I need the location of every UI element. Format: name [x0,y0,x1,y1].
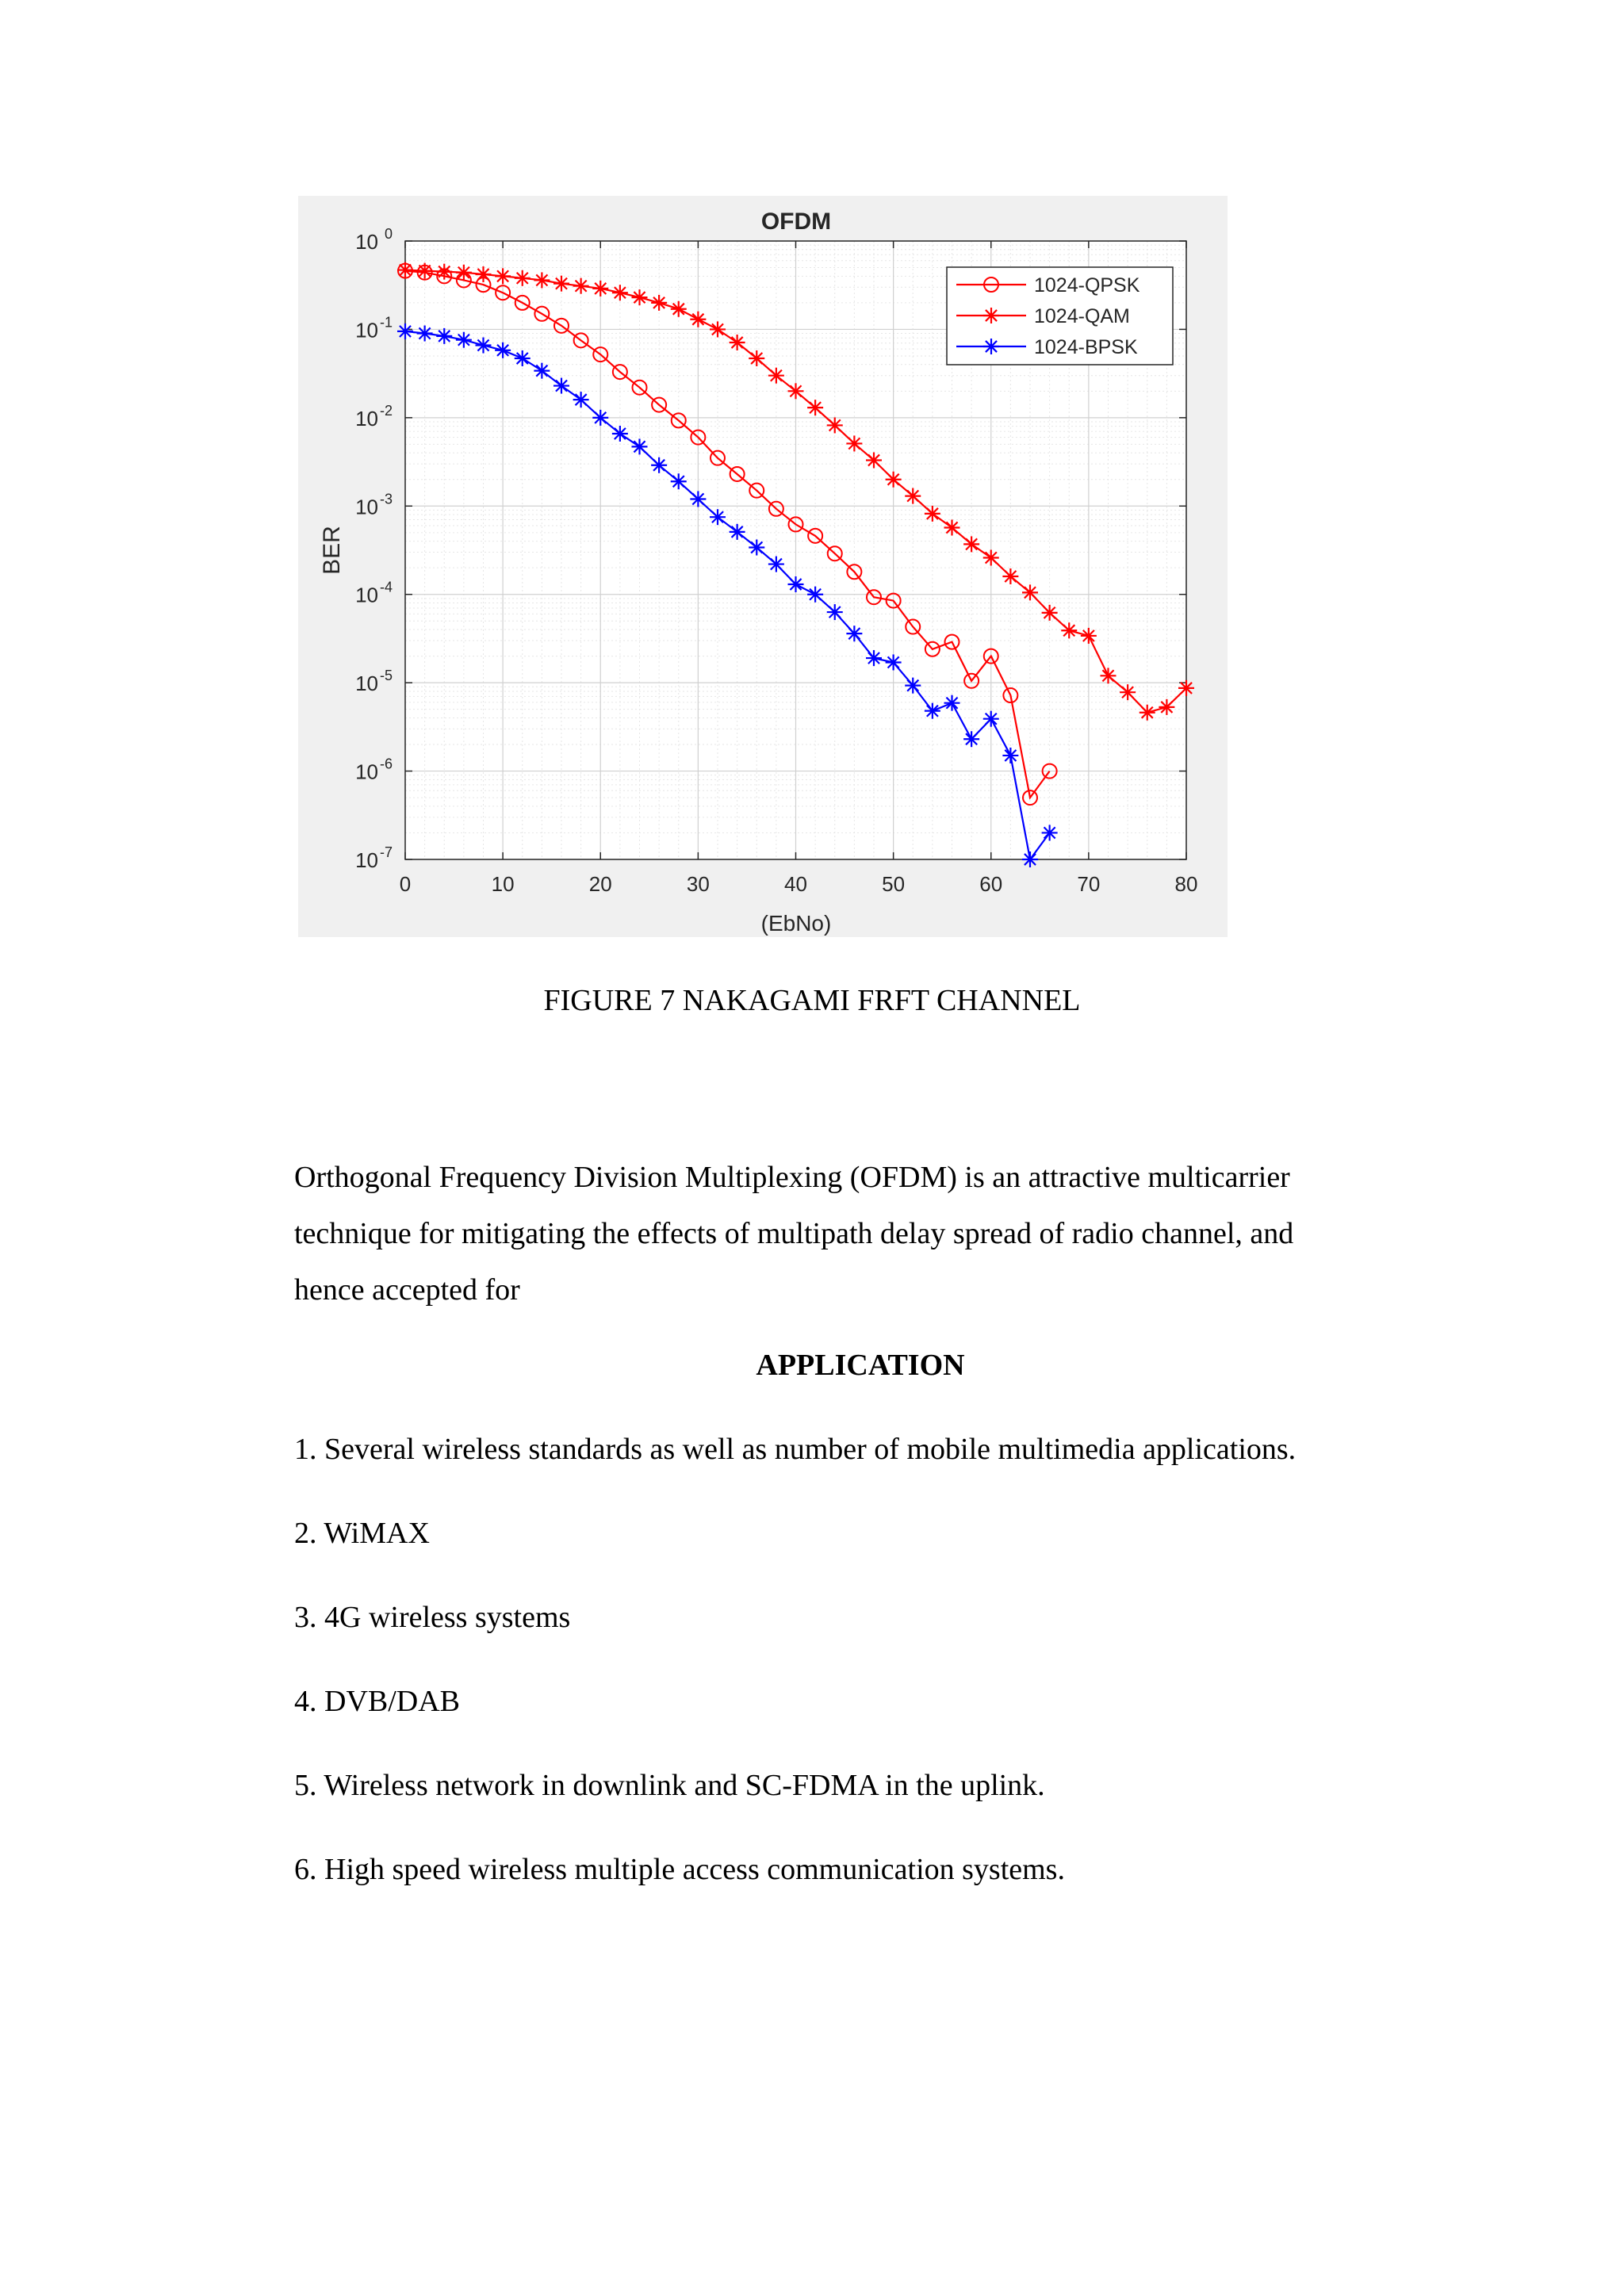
data-point [866,650,882,666]
data-point [1061,622,1077,638]
paragraph-line: Orthogonal Frequency Division Multiplexing (OFDM) is an attractive multicarrier [294,1161,1290,1194]
data-point [1042,825,1058,840]
data-point [886,472,902,488]
figure-caption: FIGURE 7 NAKAGAMI FRFT CHANNEL [543,984,1081,1017]
legend-entry: 1024-BPSK [1034,336,1138,358]
y-tick-exponent: -4 [379,579,393,595]
ber-chart-figure [298,196,1228,937]
data-point [925,506,940,522]
data-point [905,488,921,504]
list-item: 1. Several wireless standards as well as number of mobile multimedia applications. [294,1433,1297,1466]
x-tick-label: 20 [588,872,612,896]
x-tick-label: 10 [491,872,515,896]
data-point [730,335,745,350]
data-point [436,264,452,280]
y-tick-label: 10 [355,760,378,784]
data-point [710,321,726,337]
data-point [632,438,648,454]
x-axis-label: (EbNo) [760,911,832,936]
data-point [730,524,745,540]
ofdm-description [294,1150,1388,1318]
legend-entry: 1024-QAM [1034,305,1130,327]
data-point [866,453,882,469]
chart-title: OFDM [760,209,832,235]
y-tick-exponent: -7 [379,844,393,860]
data-point [592,410,608,426]
data-point [983,711,999,727]
y-tick-label: 10 [355,318,378,342]
x-tick-label: 60 [979,872,1003,896]
data-point [846,626,862,641]
data-point [515,350,530,366]
x-tick-label: 0 [399,872,412,896]
y-tick-exponent: -5 [379,668,393,684]
applications-list [294,1431,1296,1935]
y-tick-exponent: -3 [379,491,393,507]
data-point [944,695,960,711]
y-tick-exponent: 0 [384,226,393,242]
data-point [1042,605,1058,621]
data-point [612,426,628,442]
data-point [534,272,550,288]
data-point [417,263,433,279]
data-point [476,266,492,282]
data-point [905,678,921,694]
x-tick-label: 80 [1174,872,1198,896]
data-point [476,338,492,354]
data-point [573,392,589,408]
data-point [963,536,979,552]
data-point [768,557,784,572]
y-tick-label: 10 [355,672,378,696]
data-point [495,342,511,358]
data-point [1022,584,1038,600]
data-point [925,703,940,719]
data-point [612,285,628,300]
data-point [495,268,511,284]
x-tick-label: 70 [1077,872,1101,896]
data-point [553,378,569,394]
data-point [1081,628,1097,644]
data-point [671,473,687,489]
x-tick-label: 40 [784,872,807,896]
data-point [1120,684,1136,700]
data-point [807,587,823,603]
data-point [651,295,667,311]
data-point [749,350,764,366]
data-point [710,509,726,525]
y-tick-label: 10 [355,406,378,430]
data-point [436,328,452,344]
ber-chart [298,196,1228,937]
data-point [886,654,902,670]
list-item: 5. Wireless network in downlink and SC-FDMA in the uplink. [294,1769,1045,1802]
data-point [944,519,960,535]
data-point [690,491,706,507]
data-point [1002,748,1018,763]
data-point [515,270,530,286]
y-tick-label: 10 [355,230,378,254]
paragraph-line: hence accepted for [294,1273,520,1307]
paragraph-line: technique for mitigating the effects of multipath delay spread of radio channel, and [294,1217,1294,1250]
y-tick-exponent: -1 [379,314,393,331]
legend-entry: 1024-QPSK [1034,274,1140,297]
data-point [1139,705,1155,721]
data-point [807,400,823,415]
data-point [553,276,569,292]
list-item: 3. 4G wireless systems [294,1601,571,1634]
data-point [1101,668,1116,683]
data-point [417,326,433,342]
data-point [827,417,843,433]
y-tick-exponent: -6 [379,756,393,772]
list-item: 6. High speed wireless multiple access communication systems. [294,1853,1065,1886]
legend [947,267,1173,365]
data-point [1022,851,1038,867]
legend-marker [983,308,999,323]
y-tick-label: 10 [355,848,378,872]
data-point [671,301,687,317]
data-point [397,323,413,339]
x-tick-label: 50 [882,872,906,896]
y-tick-label: 10 [355,495,378,519]
data-point [397,262,413,278]
data-point [592,281,608,297]
data-point [456,332,472,348]
data-point [846,435,862,451]
y-tick-label: 10 [355,583,378,607]
data-point [651,457,667,473]
y-tick-exponent: -2 [379,402,393,419]
data-point [963,731,979,747]
data-point [1159,699,1174,715]
data-point [768,368,784,384]
data-point [1178,680,1194,696]
data-point [827,604,843,620]
data-point [690,312,706,327]
data-point [788,383,804,399]
data-point [788,576,804,592]
data-point [456,265,472,281]
data-point [632,289,648,305]
data-point [983,549,999,565]
data-point [573,278,589,294]
data-point [534,363,550,379]
x-tick-label: 30 [686,872,710,896]
data-point [749,539,764,555]
y-axis-label: BER [319,526,345,575]
list-item: 4. DVB/DAB [294,1685,461,1718]
list-item: 2. WiMAX [294,1517,430,1550]
legend-marker [983,339,999,354]
data-point [1002,568,1018,584]
section-heading: APPLICATION [756,1349,965,1382]
